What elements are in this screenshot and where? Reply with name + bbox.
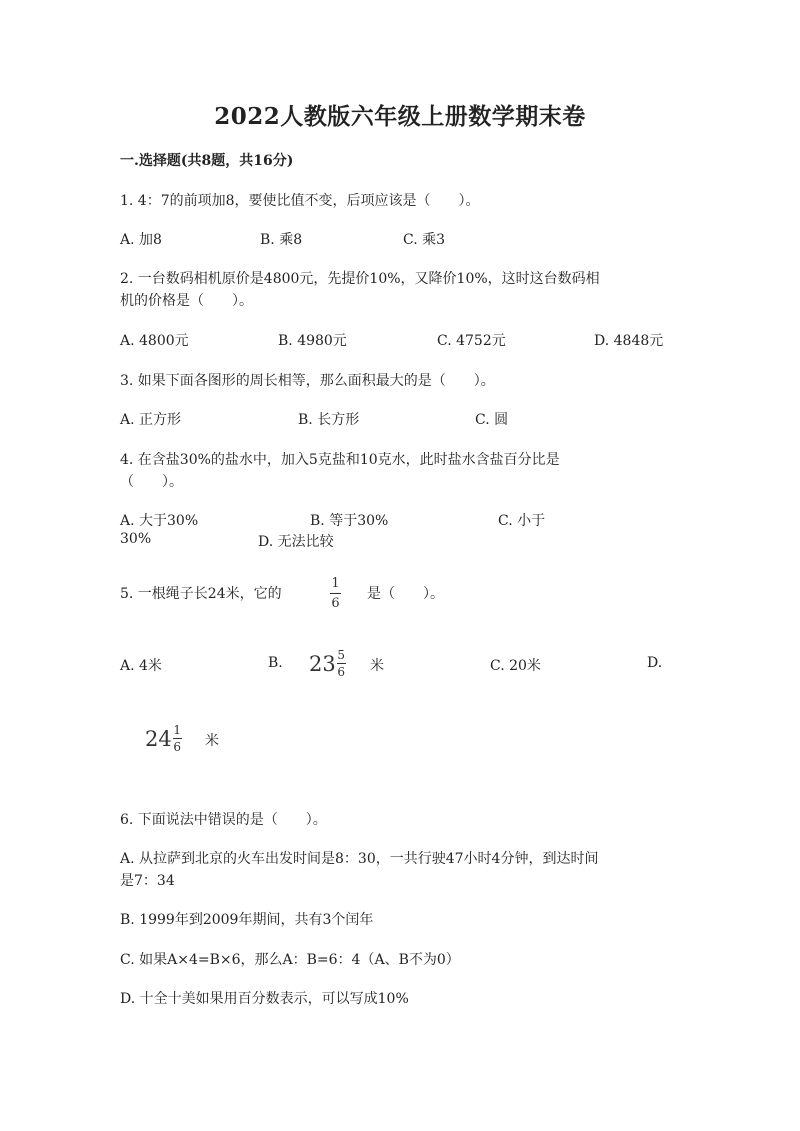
q6-option-c: C. 如果A×4=B×6，那么A：B=6：4（A、B不为0）: [120, 952, 460, 968]
question-3: 3. 如果下面各图形的周长相等，那么面积最大的是（ ）。: [120, 373, 495, 389]
q6-option-b: B. 1999年到2009年期间，共有3个闰年: [120, 912, 374, 928]
q5-fraction: [330, 577, 341, 610]
q4-option-b: B. 等于30%: [310, 513, 389, 529]
fraction-bar: [337, 663, 346, 664]
q6-option-a-line1: A. 从拉萨到北京的火车出发时间是8：30，一共行驶47小时4分钟，到达时间: [120, 851, 599, 867]
q4-option-d: D. 无法比较: [258, 534, 334, 550]
q3-option-a: A. 正方形: [120, 412, 182, 428]
q4-option-c-continued: 30%: [120, 531, 152, 547]
q5-option-d-unit: 米: [205, 733, 219, 749]
q6-option-d: D. 十全十美如果用百分数表示，可以写成10%: [120, 991, 409, 1007]
q5-fraction-denominator: 6: [331, 596, 340, 611]
question-2-line1: 2. 一台数码相机原价是4800元，先提价10%，又降价10%，这时这台数码相: [120, 271, 600, 287]
q2-option-a: A. 4800元: [120, 333, 189, 349]
q3-option-b: B. 长方形: [298, 412, 360, 428]
mixed-fraction: [337, 649, 346, 678]
q4-option-a: A. 大于30%: [120, 513, 199, 529]
q5-option-b-label: B.: [268, 655, 283, 671]
mixed-numerator: 5: [337, 648, 346, 662]
q5-option-d-value: [145, 724, 182, 753]
question-4-line1: 4. 在含盐30%的盐水中，加入5克盐和10克水，此时盐水含盐百分比是: [120, 452, 560, 468]
q1-option-a: A. 加8: [120, 232, 162, 248]
q5-option-c: C. 20米: [490, 658, 541, 674]
q4-option-c: C. 小于: [498, 513, 546, 529]
question-5-text: 5. 一根绳子长24米，它的: [120, 586, 282, 602]
question-5-tail: 是（ ）。: [367, 586, 444, 602]
question-1: 1. 4：7的前项加8，要使比值不变，后项应该是（ ）。: [120, 193, 480, 209]
q5-option-a: A. 4米: [120, 658, 162, 674]
q6-option-a-line2: 是7：34: [120, 873, 175, 889]
q2-option-c: C. 4752元: [437, 333, 506, 349]
q2-option-d: D. 4848元: [594, 333, 664, 349]
q2-option-b: B. 4980元: [278, 333, 347, 349]
mixed-fraction: [173, 724, 182, 753]
mixed-whole: 24: [145, 726, 172, 751]
mixed-whole: 23: [309, 651, 336, 676]
question-6: 6. 下面说法中错误的是（ ）。: [120, 812, 327, 828]
q1-option-c: C. 乘3: [403, 232, 446, 248]
q5-option-d-label: D.: [647, 655, 663, 671]
q1-option-b: B. 乘8: [260, 232, 303, 248]
mixed-denominator: 6: [173, 740, 182, 754]
page-title: 2022人教版六年级上册数学期末卷: [214, 103, 586, 130]
fraction-bar: [173, 738, 182, 739]
q5-option-b-unit: 米: [370, 658, 384, 674]
q5-fraction-numerator: 1: [331, 576, 340, 591]
q5-option-b-value: [309, 649, 346, 678]
question-4-line2: （ ）。: [120, 474, 183, 490]
question-2-line2: 机的价格是（ ）。: [120, 293, 253, 309]
q3-option-c: C. 圆: [475, 412, 509, 428]
mixed-numerator: 1: [173, 723, 182, 737]
section-heading: 一.选择题(共8题，共16分): [120, 153, 294, 169]
fraction-bar: [330, 593, 341, 594]
mixed-denominator: 6: [337, 665, 346, 679]
